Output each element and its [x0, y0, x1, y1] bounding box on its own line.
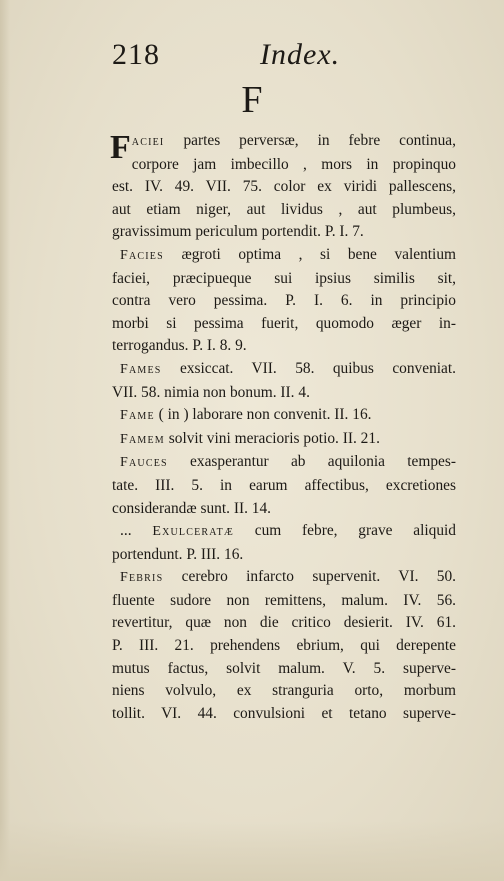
headword: Exulceratæ	[152, 524, 234, 540]
index-line	[112, 612, 456, 635]
entry-text: mutus factus, solvit malum. V. 5. superve-	[112, 659, 456, 677]
entry-text: terrogandus. P. I. 8. 9.	[112, 337, 247, 355]
entry-text: cerebro infarcto supervenit. VI. 50.	[163, 568, 456, 586]
index-line	[112, 290, 456, 313]
entry-text: corpore jam imbecillo , mors in propinquo	[131, 155, 456, 173]
index-line	[112, 244, 456, 268]
headword: Fauces	[120, 455, 168, 471]
index-line	[112, 358, 456, 382]
index-line	[112, 498, 456, 521]
initial-letter: F	[110, 129, 130, 166]
running-header	[112, 34, 412, 74]
entry-text: ægroti optima , si bene valentium	[163, 245, 456, 263]
entry-text: VII. 58. nimia non bonum. II. 4.	[112, 383, 310, 401]
index-line	[112, 566, 456, 590]
index-line	[112, 590, 456, 613]
index-line	[112, 680, 456, 703]
entry-text: considerandæ sunt. II. 14.	[112, 499, 272, 517]
entry-text: aut etiam niger, aut lividus , aut plumbeus,	[112, 200, 456, 218]
entry-text: morbi si pessima fuerit, quomodo æger in-	[112, 314, 456, 332]
headword: aciei	[131, 134, 165, 149]
entry-text: niens volvulo, ex stranguria orto, morbum	[112, 682, 456, 700]
entry-text: ( in ) laborare non convenit. II. 16.	[154, 406, 372, 424]
page-gutter-shadow	[0, 0, 10, 881]
entry-text: portendunt. P. III. 16.	[112, 545, 244, 563]
index-line	[112, 451, 456, 475]
entry-text: solvit vini meracioris potio. II. 21.	[164, 429, 380, 447]
running-title: Index.	[260, 38, 341, 71]
headword: Famem	[120, 431, 165, 447]
index-line	[112, 154, 456, 177]
index-line	[112, 658, 456, 681]
entry-text: est. IV. 49. VII. 75. color ex viridi pallescens,	[112, 178, 456, 196]
index-line	[112, 221, 456, 244]
entry-text: contra vero pessima. P. I. 6. in principio	[112, 292, 456, 310]
index-line	[112, 313, 456, 336]
section-letter: F	[241, 79, 263, 121]
index-line	[112, 382, 456, 405]
index-line	[112, 544, 456, 567]
entry-text: revertitur, quæ non die critico desierit. IV. 61.	[112, 614, 456, 632]
index-line	[112, 635, 456, 658]
index-line	[112, 335, 456, 358]
headword: Fames	[120, 361, 162, 377]
entry-text: fluente sudore non remittens, malum. IV. 56.	[112, 591, 456, 609]
headword: Fame	[120, 408, 155, 424]
entry-text: P. III. 21. prehendens ebrium, qui derepente	[112, 637, 456, 655]
index-line	[112, 199, 456, 222]
index-line	[112, 404, 456, 428]
headword: Facies	[120, 247, 164, 263]
entry-text: exsiccat. VII. 58. quibus conveniat.	[161, 359, 456, 377]
entry-text: exasperantur ab aquilonia tempes-	[167, 453, 456, 471]
index-line	[112, 268, 456, 291]
entry-text: cum febre, grave aliquid	[234, 522, 456, 540]
entry-text: tate. III. 5. in earum affectibus, excretiones	[112, 476, 456, 494]
page-number: 218	[112, 38, 160, 71]
headword: Febris	[120, 570, 164, 586]
index-text	[112, 130, 456, 725]
entry-text: tollit. VI. 44. convulsioni et tetano superve-	[112, 704, 456, 722]
ellipsis-prefix: ...	[120, 522, 153, 540]
entry-text: gravissimum periculum portendit. P. I. 7.	[112, 223, 364, 241]
index-line	[112, 475, 456, 498]
entry-text: partes perversæ, in febre continua,	[164, 132, 456, 149]
index-line	[112, 703, 456, 726]
index-line	[112, 428, 456, 452]
entry-text: faciei, præcipueque sui ipsius similis sit,	[112, 269, 456, 287]
index-line	[112, 176, 456, 199]
page-bottom-shadow	[0, 821, 504, 881]
index-line	[112, 520, 456, 544]
